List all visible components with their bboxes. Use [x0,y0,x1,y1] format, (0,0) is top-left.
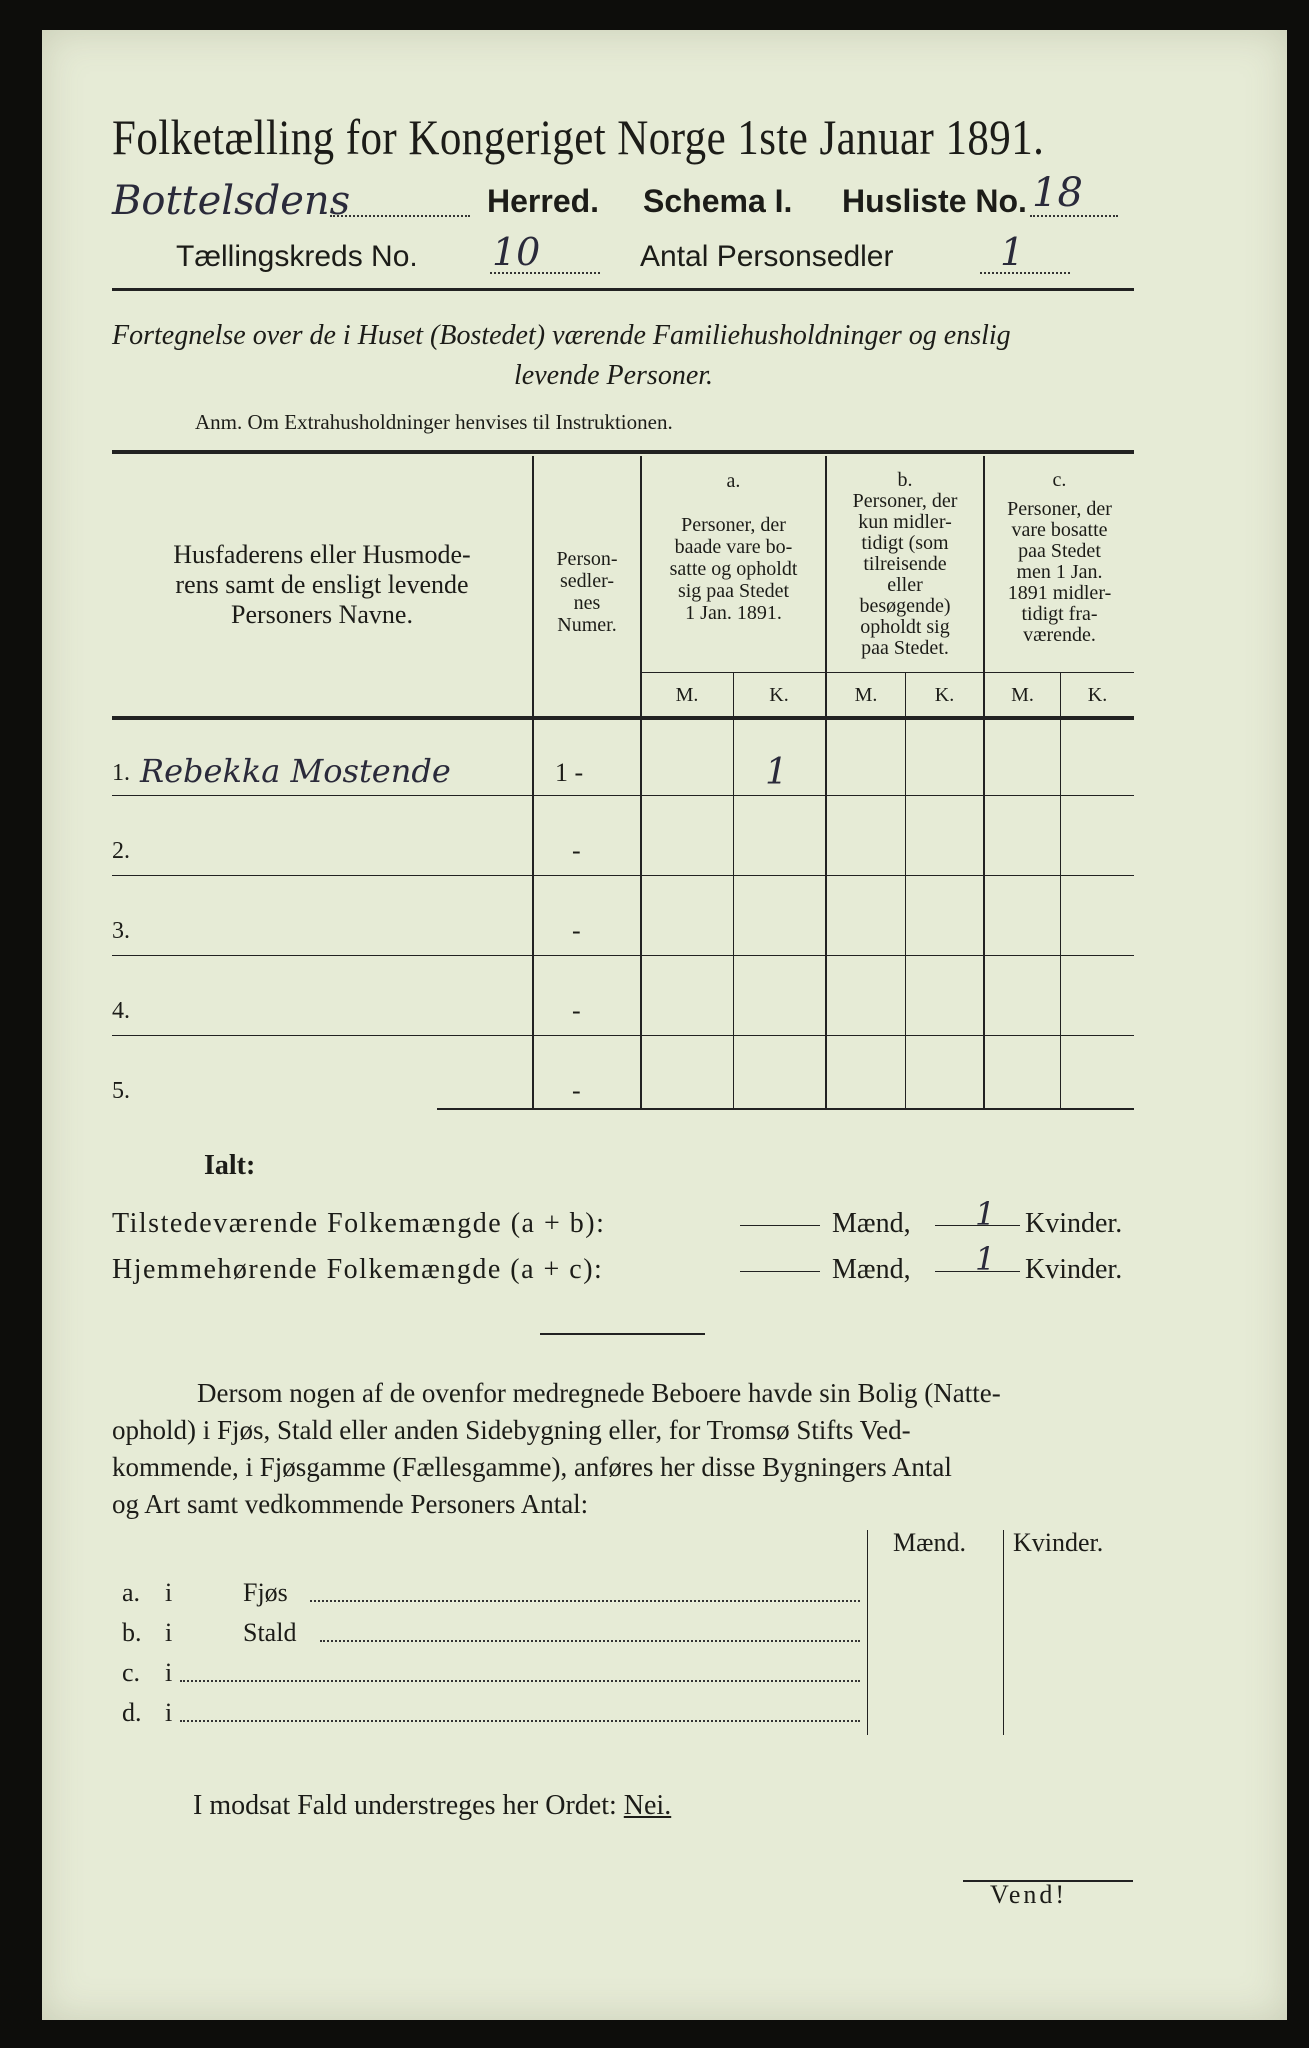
hjemme-maend: Mænd, [832,1254,911,1285]
outbuilding-a-letter: a. [122,1578,141,1607]
row-5-num: - [572,1076,581,1105]
tilstede-label: Tilstedeværende Folkemængde (a + b): [112,1208,606,1239]
outbuilding-b-i: i [165,1618,173,1647]
outbuildings-kvinder-header: Kvinder. [1013,1528,1104,1557]
kreds-label: Tællingskreds No. [176,240,418,273]
hjemme-kvinder-value: 1 [975,1240,996,1278]
outbuildings-maend-header: Mænd. [893,1528,966,1557]
row-2-num: - [572,836,581,865]
form-title: Folketælling for Kongeriget Norge 1ste Januar 1891. [112,109,1045,165]
row-4-num: - [572,996,581,1025]
outbuilding-b-letter: b. [122,1618,142,1647]
row-1-a-k: 1 [765,752,788,793]
schema-label: Schema I. [643,183,793,219]
row-1-name: Rebekka Mostende [140,752,451,790]
outbuilding-d-i: i [165,1698,173,1727]
tilstede-kvinder-value: 1 [975,1195,996,1233]
row-3-no: 3. [112,918,130,944]
nei-instruction: I modsat Fald understreges her Ordet: Nei. [193,1790,672,1821]
outbuilding-d-letter: d. [122,1698,142,1727]
hjemme-kvinder: Kvinder. [1025,1254,1123,1285]
c-m: M. [1011,684,1034,706]
col-header-a: a. Personer, der baade vare bo- satte og opholdt sig paa Stedet 1 Jan. 1891. [669,470,798,624]
tilstede-kvinder: Kvinder. [1025,1208,1123,1239]
anm-note: Anm. Om Extrahusholdninger henvises til Instruktionen. [195,410,673,434]
a-m: M. [675,684,699,706]
row-2-no: 2. [112,838,130,864]
outbuildings-paragraph: Dersom nogen af de ovenfor medregnede Beboere havde sin Bolig (Natte- ophold) i Fjøs, Stald eller anden Sidebygning eller, for Tromsø Stifts Ved- kommende, i Fjøsgamme (Fællesgamme), anføres her disse Bygningers Antal og Art samt vedkommende Personers Antal: [112,1378,1001,1519]
herred-handwritten: Bottelsdens [112,178,351,224]
col-header-c: c. Personer, der vare bosatte paa Stedet men 1 Jan. 1891 midler- tidigt fra- værende. [1007,469,1112,646]
kreds-number: 10 [492,230,541,274]
a-k: K. [769,684,789,706]
b-m: M. [854,684,878,706]
row-4-no: 4. [112,998,130,1024]
nei-word: Nei. [623,1790,672,1821]
antal-value: 1 [1000,230,1025,274]
vend-label: Vend! [990,1880,1068,1909]
col-header-name: Husfaderens eller Husmode- rens samt de ensligt levende Personers Navne. [173,540,471,629]
col-header-b: b. Personer, der kun midler- tidigt (som tilreisende eller besøgende) opholdt sig paa Stedet. [852,469,958,659]
row-5-no: 5. [112,1078,130,1104]
herred-label: Herred. [487,183,600,219]
outbuilding-a-label: Fjøs [243,1578,288,1607]
antal-label: Antal Personsedler [640,240,894,273]
hjemme-label: Hjemmehørende Folkemængde (a + c): [112,1254,604,1285]
b-k: K. [934,684,955,706]
husliste-number: 18 [1032,170,1083,216]
intro-line-2: levende Personer. [514,360,714,391]
outbuilding-c-letter: c. [122,1658,141,1687]
row-3-num: - [572,916,581,945]
row-1-no: 1. [112,760,130,786]
ialt-label: Ialt: [204,1150,256,1181]
row-1-num: 1 - [555,758,584,787]
c-k: K. [1087,684,1108,706]
outbuilding-c-i: i [165,1658,173,1687]
outbuilding-a-i: i [165,1578,173,1607]
husliste-label: Husliste No. [842,183,1027,219]
tilstede-maend: Mænd, [832,1208,911,1239]
intro-line-1: Fortegnelse over de i Huset (Bostedet) værende Familiehusholdninger og enslig [112,320,1011,351]
outbuilding-b-label: Stald [243,1618,297,1647]
col-header-num: Person- sedler- nes Numer. [556,548,618,636]
